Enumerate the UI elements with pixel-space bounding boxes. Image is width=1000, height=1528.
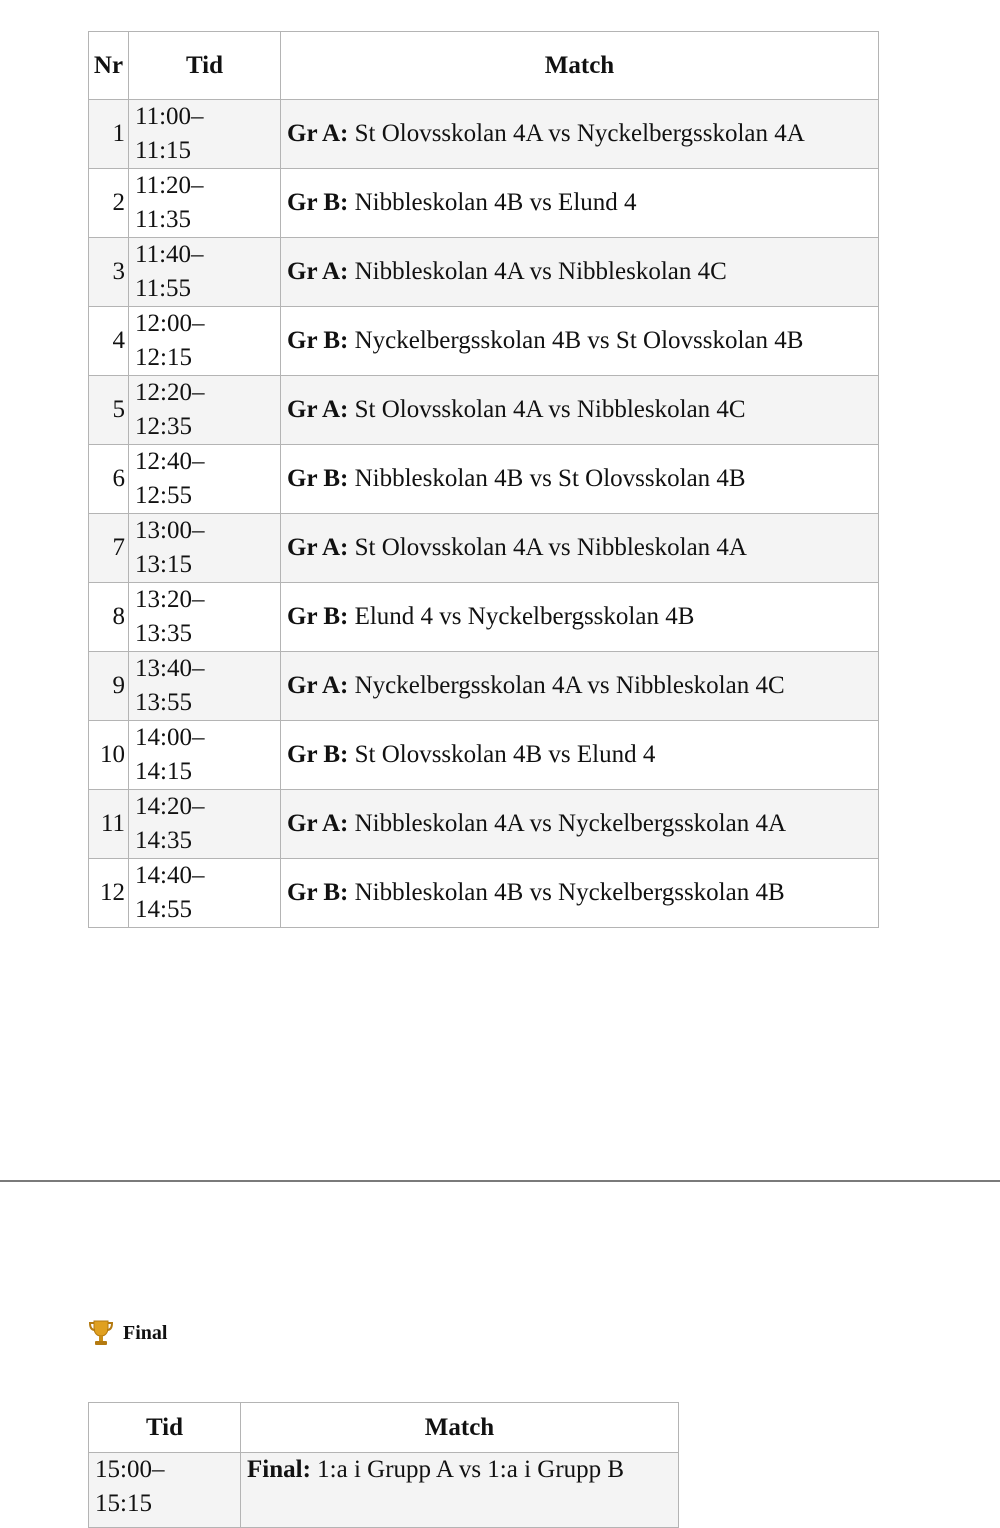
- match-number: 3: [89, 238, 129, 307]
- final-time-end: 15:15: [95, 1490, 152, 1517]
- match-time-cell: [129, 721, 281, 790]
- schedule-table: [88, 31, 879, 928]
- time-start: 12:40–: [135, 448, 205, 475]
- table-row: [89, 307, 879, 376]
- match-number: 10: [89, 721, 129, 790]
- table-row: [89, 376, 879, 445]
- match-time-cell: [129, 307, 281, 376]
- time-start: 11:20–: [135, 172, 204, 199]
- match-text: Elund 4 vs Nyckelbergsskolan 4B: [354, 603, 695, 630]
- final-label: Final:: [247, 1456, 311, 1483]
- match-time-cell: [129, 583, 281, 652]
- table-row: [89, 721, 879, 790]
- time-start: 12:00–: [135, 310, 205, 337]
- time-start: 11:00–: [135, 103, 204, 130]
- time-end: 14:15: [135, 758, 192, 785]
- final-header-time: Tid: [89, 1403, 241, 1453]
- match-text: St Olovsskolan 4B vs Elund 4: [354, 741, 656, 768]
- time-start: 14:20–: [135, 793, 205, 820]
- final-header-match: Match: [241, 1403, 679, 1453]
- time-start: 13:20–: [135, 586, 205, 613]
- final-match-text: 1:a i Grupp A vs 1:a i Grupp B: [317, 1456, 625, 1483]
- final-row: [89, 1453, 679, 1528]
- schedule-header-row: [89, 32, 879, 100]
- match-time-cell: [129, 238, 281, 307]
- match-text: Nibbleskolan 4B vs Nyckelbergsskolan 4B: [354, 879, 785, 906]
- match-time-cell: [129, 169, 281, 238]
- final-time-start: 15:00–: [95, 1456, 165, 1483]
- table-row: [89, 169, 879, 238]
- match-cell: [281, 445, 879, 514]
- match-text: Nyckelbergsskolan 4A vs Nibbleskolan 4C: [354, 672, 785, 699]
- final-heading-text: Final: [123, 1321, 168, 1344]
- time-start: 14:40–: [135, 862, 205, 889]
- header-match: Match: [281, 32, 879, 100]
- match-number: 11: [89, 790, 129, 859]
- match-cell: [281, 376, 879, 445]
- match-number: 9: [89, 652, 129, 721]
- trophy-icon: [88, 1319, 114, 1347]
- time-end: 11:15: [135, 137, 192, 164]
- match-cell: [281, 583, 879, 652]
- time-start: 14:00–: [135, 724, 205, 751]
- header-time: Tid: [129, 32, 281, 100]
- group-label: Gr B:: [287, 465, 349, 492]
- match-time-cell: [129, 514, 281, 583]
- table-row: [89, 100, 879, 169]
- group-label: Gr A:: [287, 810, 349, 837]
- match-number: 7: [89, 514, 129, 583]
- table-row: [89, 238, 879, 307]
- time-start: 13:00–: [135, 517, 205, 544]
- time-start: 12:20–: [135, 379, 205, 406]
- match-number: 8: [89, 583, 129, 652]
- match-cell: [281, 100, 879, 169]
- final-time-cell: [89, 1453, 241, 1528]
- header-nr: Nr: [89, 32, 129, 100]
- match-text: St Olovsskolan 4A vs Nyckelbergsskolan 4A: [354, 120, 805, 147]
- time-end: 14:55: [135, 896, 192, 923]
- match-cell: [281, 790, 879, 859]
- match-number: 1: [89, 100, 129, 169]
- section-divider: [0, 1180, 1000, 1182]
- match-text: St Olovsskolan 4A vs Nibbleskolan 4C: [354, 396, 746, 423]
- match-text: Nibbleskolan 4B vs Elund 4: [354, 189, 637, 216]
- match-text: Nibbleskolan 4A vs Nyckelbergsskolan 4A: [354, 810, 787, 837]
- final-heading: [88, 1318, 167, 1348]
- match-text: St Olovsskolan 4A vs Nibbleskolan 4A: [354, 534, 747, 561]
- group-label: Gr B:: [287, 327, 349, 354]
- time-end: 14:35: [135, 827, 192, 854]
- match-time-cell: [129, 376, 281, 445]
- group-label: Gr A:: [287, 258, 349, 285]
- group-label: Gr B:: [287, 879, 349, 906]
- group-label: Gr B:: [287, 741, 349, 768]
- final-table: [88, 1402, 679, 1528]
- match-text: Nyckelbergsskolan 4B vs St Olovsskolan 4B: [354, 327, 804, 354]
- final-match-cell: [241, 1453, 679, 1528]
- time-end: 12:35: [135, 413, 192, 440]
- match-cell: [281, 307, 879, 376]
- match-cell: [281, 169, 879, 238]
- match-cell: [281, 721, 879, 790]
- time-end: 13:15: [135, 551, 192, 578]
- match-cell: [281, 859, 879, 928]
- table-row: [89, 652, 879, 721]
- table-row: [89, 859, 879, 928]
- match-time-cell: [129, 652, 281, 721]
- group-label: Gr B:: [287, 603, 349, 630]
- time-end: 12:55: [135, 482, 192, 509]
- time-end: 12:15: [135, 344, 192, 371]
- match-number: 4: [89, 307, 129, 376]
- group-label: Gr A:: [287, 534, 349, 561]
- time-start: 11:40–: [135, 241, 204, 268]
- group-label: Gr A:: [287, 396, 349, 423]
- match-time-cell: [129, 859, 281, 928]
- match-text: Nibbleskolan 4A vs Nibbleskolan 4C: [354, 258, 727, 285]
- match-cell: [281, 238, 879, 307]
- match-text: Nibbleskolan 4B vs St Olovsskolan 4B: [354, 465, 746, 492]
- group-label: Gr A:: [287, 120, 349, 147]
- table-row: [89, 790, 879, 859]
- time-start: 13:40–: [135, 655, 205, 682]
- match-number: 6: [89, 445, 129, 514]
- table-row: [89, 445, 879, 514]
- time-end: 11:35: [135, 206, 192, 233]
- schedule-body: [89, 100, 879, 928]
- match-number: 12: [89, 859, 129, 928]
- match-time-cell: [129, 445, 281, 514]
- group-label: Gr B:: [287, 189, 349, 216]
- match-number: 5: [89, 376, 129, 445]
- match-cell: [281, 652, 879, 721]
- group-label: Gr A:: [287, 672, 349, 699]
- table-row: [89, 514, 879, 583]
- match-cell: [281, 514, 879, 583]
- time-end: 13:55: [135, 689, 192, 716]
- table-row: [89, 583, 879, 652]
- time-end: 13:35: [135, 620, 192, 647]
- match-time-cell: [129, 100, 281, 169]
- match-time-cell: [129, 790, 281, 859]
- match-number: 2: [89, 169, 129, 238]
- time-end: 11:55: [135, 275, 192, 302]
- final-header-row: [89, 1403, 679, 1453]
